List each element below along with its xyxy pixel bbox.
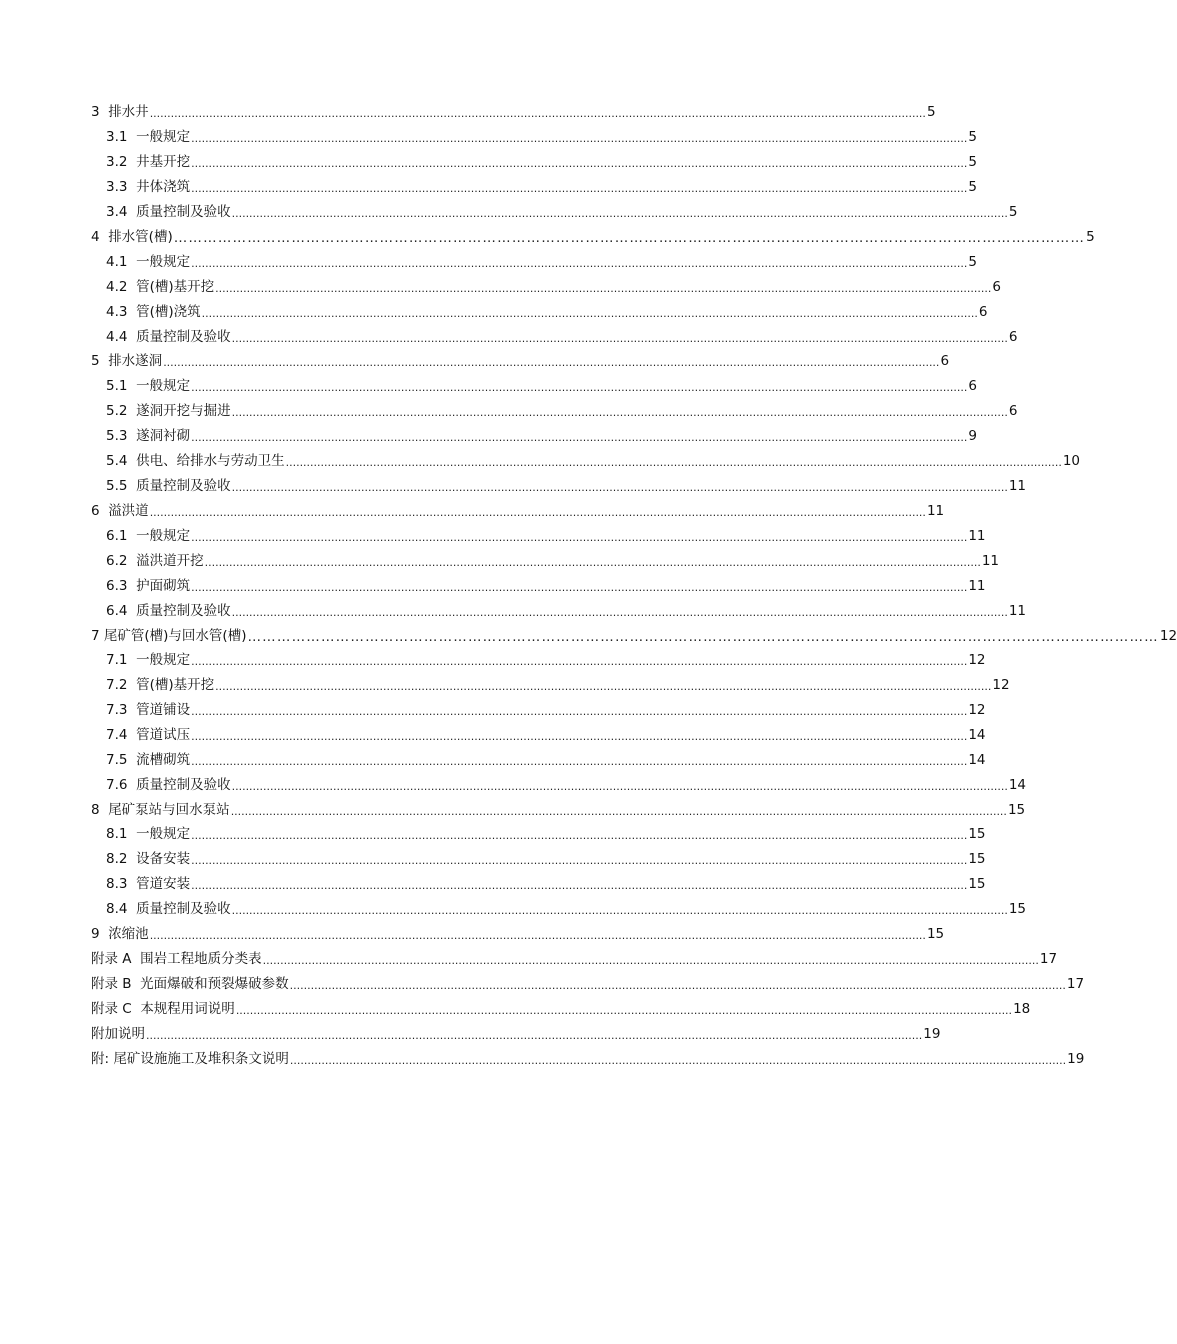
toc-leader: ..............................................................................................................................................................................................................................: [191, 531, 968, 544]
toc-entry-page: 6: [992, 279, 1001, 295]
toc-entry-attached-notes[interactable]: [91, 1049, 1085, 1069]
toc-entry-title: 一般规定: [136, 129, 191, 145]
toc-entry-page: 15: [968, 876, 986, 892]
toc-entry-label: [106, 601, 231, 621]
toc-entry-title: 一般规定: [136, 254, 191, 270]
toc-entry-number: 7.4: [106, 727, 128, 743]
toc-entry-title: 尾矿泵站与回水泵站: [108, 802, 230, 818]
toc-entry-title: 尾矿管(槽)与回水管(槽): [103, 628, 247, 644]
toc-entry-title: 流槽砌筑: [136, 752, 191, 768]
toc-entry-6[interactable]: [91, 501, 945, 521]
toc-entry-label: [106, 675, 214, 695]
toc-leader: ..............................................................................................................................................................................................................................: [191, 581, 968, 594]
toc-leader: ..............................................................................................................................................................................................................................: [285, 456, 1062, 469]
toc-entry-number: 7.1: [106, 652, 128, 668]
toc-entry-page: 9: [968, 428, 977, 444]
toc-entry-title: 质量控制及验收: [136, 901, 231, 917]
toc-entry-number: 3.4: [106, 204, 128, 220]
toc-entry-number: 4: [91, 229, 100, 245]
toc-entry-label: [106, 426, 190, 446]
toc-leader: ..............................................................................................................................................................................................................................: [230, 805, 1007, 818]
toc-entry-label: [91, 227, 173, 247]
toc-entry-title: 质量控制及验收: [136, 478, 231, 494]
toc-entry-8-3[interactable]: [106, 874, 986, 894]
toc-entry-number: 5.2: [106, 403, 128, 419]
toc-entry-label: [106, 127, 190, 147]
toc-entry-title: 遂洞开挖与掘进: [136, 403, 231, 419]
toc-leader: ..............................................................................................................................................................................................................................: [191, 879, 968, 892]
toc-entry-label: [106, 526, 190, 546]
toc-entry-title: 质量控制及验收: [136, 777, 231, 793]
toc-entry-label: [91, 1024, 145, 1044]
toc-entry-page: 15: [1007, 802, 1026, 818]
toc-entry-label: [106, 302, 201, 322]
toc-entry-label: [91, 626, 246, 646]
toc-entry-number: 6.4: [106, 603, 128, 619]
toc-entry-number: 7.2: [106, 677, 128, 693]
toc-entry-label: [106, 874, 190, 894]
toc-entry-3-4[interactable]: [106, 202, 1018, 222]
toc-leader: ..............................................................................................................................................................................................................................: [231, 481, 1008, 494]
toc-entry-title: 管(槽)基开挖: [136, 279, 215, 295]
toc-entry-label: [106, 476, 231, 496]
toc-leader: ..............................................................................................................................................................................................................................: [191, 829, 968, 842]
toc-entry-title: 管(槽)浇筑: [136, 304, 201, 320]
toc-entry-label: [91, 351, 162, 371]
toc-entry-page: 11: [926, 503, 945, 519]
toc-entry-page: 18: [1013, 1001, 1031, 1017]
toc-entry-page: 17: [1039, 951, 1058, 967]
toc-entry-4-2[interactable]: [106, 277, 1001, 297]
toc-leader: ..............................................................................................................................................................................................................................: [231, 332, 1008, 345]
toc-entry-number: 8.2: [106, 851, 128, 867]
toc-leader: ..............................................................................................................................................................................................................................: [149, 506, 926, 519]
toc-entry-page: 11: [968, 528, 986, 544]
toc-entry-page: 14: [968, 752, 986, 768]
toc-leader: ..............................................................................................................................................................................................................................: [201, 307, 978, 320]
toc-entry-page: 12: [1159, 628, 1177, 644]
toc-entry-label: [106, 725, 190, 745]
toc-entry-number: 4.2: [106, 279, 128, 295]
toc-entry-number: 8.1: [106, 826, 128, 842]
toc-entry-number: 5.5: [106, 478, 128, 494]
toc-entry-label: [106, 177, 190, 197]
toc-entry-title: 附加说明: [91, 1026, 145, 1042]
toc-entry-page: 19: [923, 1026, 941, 1042]
toc-entry-8[interactable]: [91, 800, 1026, 820]
toc-leader: ..............................................................................................................................................................................................................................: [215, 282, 992, 295]
toc-entry-7-6[interactable]: [106, 775, 1027, 795]
toc-entry-4-4[interactable]: [106, 327, 1018, 347]
toc-entry-label: [91, 102, 149, 122]
toc-entry-label: [106, 327, 231, 347]
toc-entry-number: 9: [91, 926, 100, 942]
toc-entry-7-3[interactable]: [106, 700, 986, 720]
toc-entry-number: 附:: [91, 1051, 110, 1067]
toc-leader: ..............................................................................................................................................................................................................................: [231, 606, 1008, 619]
toc-entry-label: [91, 501, 149, 521]
toc-entry-additional-notes[interactable]: [91, 1024, 941, 1044]
toc-entry-number: 5.1: [106, 378, 128, 394]
toc-leader: ..............................................................................................................................................................................................................................: [163, 356, 940, 369]
toc-entry-label: [106, 700, 190, 720]
toc-entry-number: 4.1: [106, 254, 128, 270]
toc-entry-7[interactable]: [91, 626, 1177, 646]
toc-entry-label: [106, 202, 231, 222]
toc-leader: ..............................................................................................................................................................................................................................: [204, 556, 981, 569]
toc-leader: ..............................................................................................................................................................................................................................: [191, 132, 968, 145]
toc-entry-label: [106, 650, 190, 670]
toc-entry-page: 5: [968, 179, 977, 195]
toc-leader: ..............................................................................................................................................................................................................................: [262, 954, 1039, 967]
toc-leader: ..............................................................................................................................................................................................................................: [191, 755, 968, 768]
toc-leader: ..............................................................................................................................................................................................................................: [146, 1029, 923, 1042]
toc-leader: ..............................................................................................................................................................................................................................: [191, 705, 968, 718]
toc-entry-5[interactable]: [91, 351, 950, 371]
toc-entry-number: 3.2: [106, 154, 128, 170]
toc-entry-6-4[interactable]: [106, 601, 1027, 621]
toc-entry-page: 11: [981, 553, 1000, 569]
toc-entry-page: 12: [992, 677, 1010, 693]
toc-entry-3-3[interactable]: [106, 177, 977, 197]
toc-leader: ..............................................................................................................................................................................................................................: [231, 207, 1008, 220]
toc-entry-number: 3.1: [106, 129, 128, 145]
toc-entry-title: 一般规定: [136, 652, 191, 668]
toc-entry-number: 7.6: [106, 777, 128, 793]
toc-entry-7-5[interactable]: [106, 750, 986, 770]
toc-entry-title: 质量控制及验收: [136, 329, 231, 345]
toc-entry-label: [106, 152, 190, 172]
toc-leader: ..............................................................................................................................................................................................................................: [149, 929, 926, 942]
toc-entry-title: 尾矿设施施工及堆积条文说明: [113, 1051, 289, 1067]
toc-entry-label: [91, 999, 235, 1019]
toc-entry-appendix-c[interactable]: [91, 999, 1031, 1019]
toc-entry-8-2[interactable]: [106, 849, 986, 869]
toc-entry-number: 6.1: [106, 528, 128, 544]
toc-entry-title: 围岩工程地质分类表: [140, 951, 262, 967]
toc-entry-title: 管(槽)基开挖: [136, 677, 215, 693]
toc-entry-label: [106, 750, 190, 770]
toc-entry-appendix-a[interactable]: [91, 949, 1058, 969]
toc-entry-page: 5: [968, 129, 977, 145]
toc-leader: ..............................................................................................................................................................................................................................: [149, 107, 926, 120]
toc-entry-number: 5: [91, 353, 100, 369]
toc-entry-title: 质量控制及验收: [136, 603, 231, 619]
toc-entry-page: 15: [1008, 901, 1027, 917]
toc-entry-page: 11: [1008, 478, 1027, 494]
toc-entry-8-1[interactable]: [106, 824, 986, 844]
toc-entry-page: 12: [968, 702, 986, 718]
toc-leader: ..............................................................................................................................................................................................................................: [191, 182, 968, 195]
toc-leader: ……………………………………………………………………………………………………………………………………………………………………: [173, 230, 1086, 246]
toc-leader: ..............................................................................................................................................................................................................................: [289, 979, 1066, 992]
toc-entry-number: 3.3: [106, 179, 128, 195]
toc-entry-3-1[interactable]: [106, 127, 977, 147]
toc-entry-title: 供电、给排水与劳动卫生: [136, 453, 285, 469]
toc-entry-6-2[interactable]: [106, 551, 1000, 571]
toc-entry-page: 5: [1008, 204, 1018, 220]
toc-entry-number: 7: [91, 628, 100, 644]
toc-entry-number: 5.3: [106, 428, 128, 444]
toc-entry-title: 排水遂洞: [108, 353, 163, 369]
toc-entry-title: 管道试压: [136, 727, 191, 743]
toc-leader: ..............................................................................................................................................................................................................................: [235, 1004, 1013, 1017]
toc-entry-5-3[interactable]: [106, 426, 977, 446]
toc-entry-7-2[interactable]: [106, 675, 1010, 695]
toc-entry-number: 4.3: [106, 304, 128, 320]
toc-entry-label: [106, 775, 231, 795]
toc-leader: ..............................................................................................................................................................................................................................: [191, 257, 968, 270]
toc-entry-4-3[interactable]: [106, 302, 988, 322]
toc-leader: ..............................................................................................................................................................................................................................: [231, 406, 1008, 419]
toc-entry-number: 4.4: [106, 329, 128, 345]
toc-entry-title: 质量控制及验收: [136, 204, 231, 220]
toc-entry-label: [106, 376, 190, 396]
toc-entry-title: 设备安装: [136, 851, 191, 867]
toc-leader: ..............................................................................................................................................................................................................................: [231, 780, 1008, 793]
toc-entry-label: [106, 899, 231, 919]
toc-entry-page: 5: [926, 104, 936, 120]
toc-entry-label: [106, 576, 190, 596]
toc-entry-title: 浓缩池: [108, 926, 149, 942]
toc-entry-4[interactable]: [91, 227, 1095, 247]
toc-leader: ..............................................................................................................................................................................................................................: [191, 730, 968, 743]
toc-entry-number: 7.3: [106, 702, 128, 718]
toc-entry-title: 排水管(槽): [108, 229, 173, 245]
toc-entry-3[interactable]: [91, 102, 936, 122]
toc-entry-page: 6: [968, 378, 977, 394]
toc-entry-number: 6.2: [106, 553, 128, 569]
toc-entry-label: [91, 1049, 289, 1069]
toc-entry-page: 6: [1008, 403, 1018, 419]
toc-entry-page: 6: [978, 304, 988, 320]
toc-entry-number: 6: [91, 503, 100, 519]
toc-entry-number: 8.3: [106, 876, 128, 892]
toc-entry-label: [91, 974, 289, 994]
toc-entry-title: 遂洞衬砌: [136, 428, 191, 444]
toc-entry-page: 5: [968, 154, 977, 170]
toc-entry-page: 19: [1067, 1051, 1085, 1067]
toc-entry-page: 5: [968, 254, 977, 270]
toc-entry-title: 一般规定: [136, 378, 191, 394]
toc-entry-label: [106, 451, 285, 471]
toc-entry-5-1[interactable]: [106, 376, 977, 396]
toc-entry-7-1[interactable]: [106, 650, 986, 670]
toc-entry-number: 8: [91, 802, 100, 818]
toc-leader: ..............................................................................................................................................................................................................................: [191, 854, 968, 867]
toc-entry-label: [106, 401, 231, 421]
toc-entry-page: 15: [968, 826, 986, 842]
toc-entry-label: [106, 551, 204, 571]
toc-entry-6-1[interactable]: [106, 526, 986, 546]
toc-leader: ..............................................................................................................................................................................................................................: [191, 381, 968, 394]
toc-entry-title: 管道铺设: [136, 702, 191, 718]
toc-entry-title: 溢洪道开挖: [136, 553, 204, 569]
toc-entry-label: [91, 800, 230, 820]
toc-entry-title: 管道安装: [136, 876, 191, 892]
toc-entry-number: 附录 A: [91, 951, 132, 967]
toc-entry-title: 排水井: [108, 104, 149, 120]
toc-entry-8-4[interactable]: [106, 899, 1027, 919]
toc-entry-9[interactable]: [91, 924, 945, 944]
toc-entry-number: 7.5: [106, 752, 128, 768]
toc-entry-6-3[interactable]: [106, 576, 986, 596]
toc-entry-5-4[interactable]: [106, 451, 1081, 471]
toc-entry-label: [106, 277, 214, 297]
toc-leader: ..............................................................................................................................................................................................................................: [231, 904, 1008, 917]
toc-entry-page: 15: [926, 926, 945, 942]
toc-entry-title: 光面爆破和预裂爆破参数: [140, 976, 289, 992]
toc-entry-5-2[interactable]: [106, 401, 1018, 421]
toc-entry-label: [106, 824, 190, 844]
toc-entry-number: 附录 C: [91, 1001, 132, 1017]
toc-entry-label: [91, 949, 262, 969]
toc-entry-4-1[interactable]: [106, 252, 977, 272]
toc-entry-title: 护面砌筑: [136, 578, 191, 594]
toc-entry-page: 11: [1008, 603, 1027, 619]
toc-entry-label: [106, 252, 190, 272]
toc-entry-5-5[interactable]: [106, 476, 1027, 496]
toc-entry-page: 10: [1062, 453, 1081, 469]
toc-entry-title: 本规程用词说明: [140, 1001, 235, 1017]
toc-entry-number: 附录 B: [91, 976, 132, 992]
toc-leader: ..............................................................................................................................................................................................................................: [191, 157, 968, 170]
toc-entry-page: 5: [1086, 229, 1095, 245]
toc-entry-title: 溢洪道: [108, 503, 149, 519]
toc-entry-page: 6: [940, 353, 950, 369]
toc-entry-label: [106, 849, 190, 869]
toc-entry-number: 6.3: [106, 578, 128, 594]
toc-entry-label: [91, 924, 149, 944]
toc-entry-page: 17: [1066, 976, 1085, 992]
toc-leader: ..............................................................................................................................................................................................................................: [289, 1054, 1067, 1067]
toc-entry-7-4[interactable]: [106, 725, 986, 745]
toc-entry-number: 3: [91, 104, 100, 120]
toc-entry-page: 12: [968, 652, 986, 668]
toc-entry-number: 8.4: [106, 901, 128, 917]
toc-entry-title: 井基开挖: [136, 154, 191, 170]
toc-entry-title: 井体浇筑: [136, 179, 191, 195]
toc-entry-title: 一般规定: [136, 528, 191, 544]
toc-entry-page: 14: [1008, 777, 1027, 793]
toc-entry-page: 14: [968, 727, 986, 743]
toc-entry-page: 15: [968, 851, 986, 867]
toc-entry-number: 5.4: [106, 453, 128, 469]
toc-leader: ..............................................................................................................................................................................................................................: [215, 680, 992, 693]
toc-leader: ……………………………………………………………………………………………………………………………………………………………………: [247, 629, 1159, 645]
toc-entry-title: 一般规定: [136, 826, 191, 842]
toc-entry-3-2[interactable]: [106, 152, 977, 172]
toc-leader: ..............................................................................................................................................................................................................................: [191, 431, 968, 444]
toc-entry-page: 11: [968, 578, 986, 594]
toc-leader: ..............................................................................................................................................................................................................................: [191, 655, 968, 668]
toc-entry-appendix-b[interactable]: [91, 974, 1085, 994]
toc-entry-page: 6: [1008, 329, 1018, 345]
